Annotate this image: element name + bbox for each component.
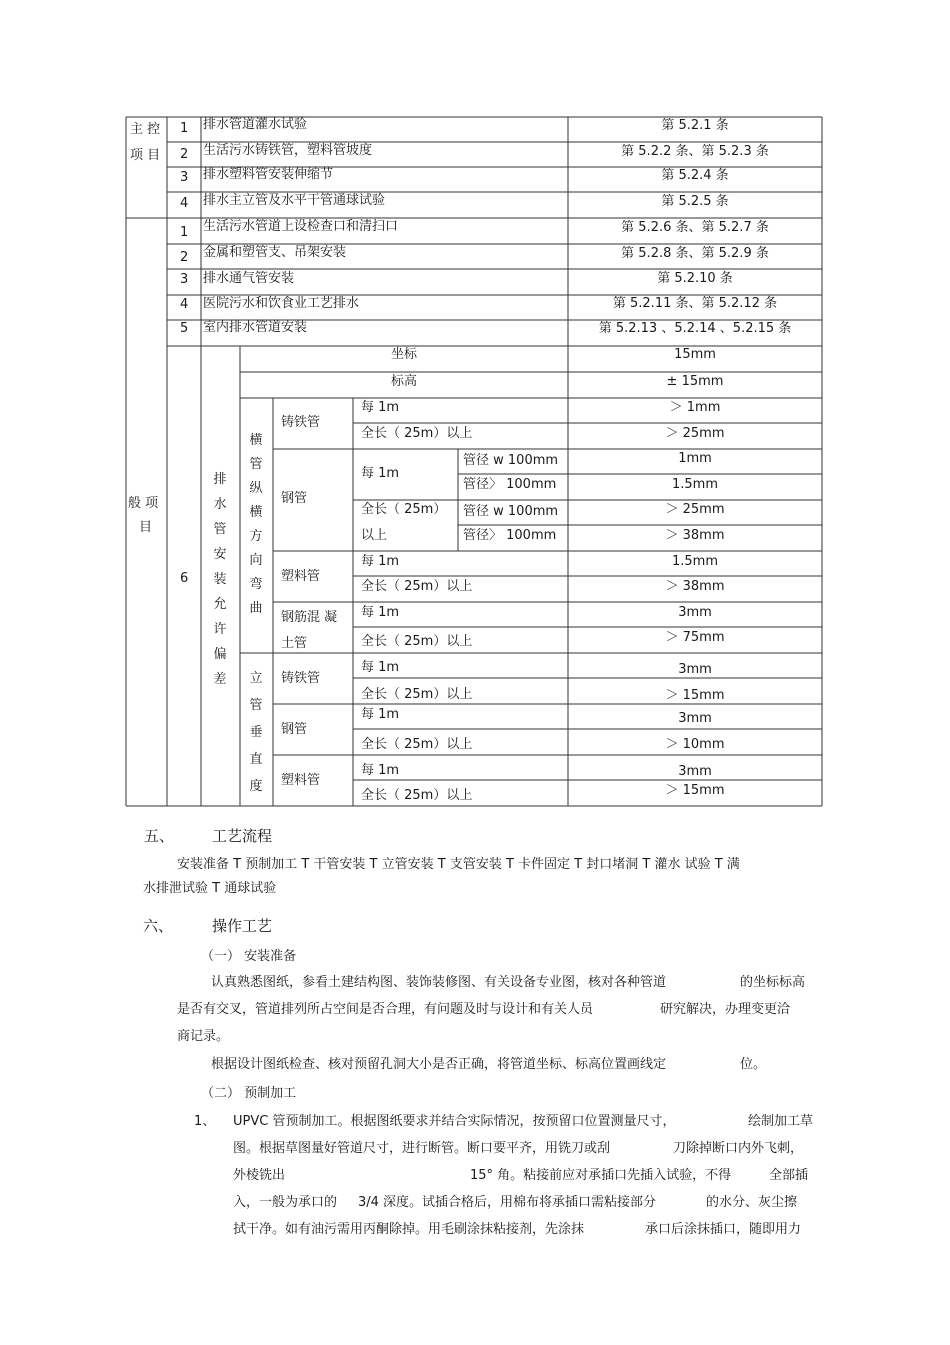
- material-steel: 钢管: [281, 722, 308, 737]
- full-25m: 全长（ 25m）以上: [361, 788, 473, 803]
- row-item: 医院污水和饮食业工艺排水: [203, 296, 360, 311]
- value-cell: ＞ 38mm: [665, 579, 725, 594]
- vertical-char: 垂: [249, 725, 263, 740]
- value-cell: 3mm: [678, 764, 712, 779]
- paragraph-text: 15° 角。粘接前应对承插口先插入试验，不得: [470, 1168, 732, 1183]
- full-25m: 全长（ 25m）以上: [361, 426, 473, 441]
- section6-title: 操作工艺: [212, 917, 273, 935]
- row-item: 生活污水铸铁管，塑料管坡度: [203, 143, 373, 158]
- elev-label: 标高: [390, 374, 417, 389]
- paragraph-text: 认真熟悉图纸，参看土建结构图、装饰装修图、有关设备专业图，核对各种管道: [211, 975, 667, 990]
- per-1m: 每 1m: [361, 763, 400, 778]
- paragraph-text: 外棱铣出: [233, 1168, 286, 1183]
- per-1m: 每 1m: [361, 466, 400, 481]
- vertical-char: 直: [249, 752, 263, 767]
- diameter-gt-100: 管径〉 100mm: [463, 528, 557, 543]
- process-flow-line2: 水排泄试验 T 通球试验: [143, 881, 277, 896]
- general-category-label-1: 般 项: [128, 496, 159, 511]
- row-number: 6: [180, 571, 189, 586]
- full-25m-suffix: 以上: [361, 528, 388, 543]
- subsection-2-title: （二） 预制加工: [201, 1086, 297, 1101]
- paragraph-text: 的水分、灰尘擦: [706, 1195, 798, 1210]
- process-flow-line1: 安装准备 T 预制加工 T 干管安装 T 立管安装 T 支管安装 T 卡件固定 T 封口堵洞 T 灌水 试验 T 满: [177, 857, 740, 872]
- paragraph-text: 图。根据草图量好管道尺寸，进行断管。断口要平齐，用铣刀或刮: [233, 1141, 611, 1156]
- row-item: 排水主立管及水平干管通球试验: [203, 193, 386, 208]
- section6-number: 六、: [143, 917, 174, 935]
- row-item: 排水塑料管安装伸缩节: [203, 167, 334, 182]
- material-cast-iron: 铸铁管: [281, 671, 321, 686]
- per-1m: 每 1m: [361, 660, 400, 675]
- paragraph-text: 研究解决，办理变更洽: [660, 1002, 791, 1017]
- vertical-char: 横: [249, 433, 263, 448]
- row-item: 生活污水管道上设检查口和清扫口: [203, 219, 399, 234]
- full-25m: 全长（ 25m）: [361, 502, 447, 517]
- vertical-char: 差: [213, 672, 227, 687]
- paragraph-text: 是否有交叉，管道排列所占空间是否合理，有问题及时与设计和有关人员: [177, 1002, 594, 1017]
- value-cell: 3mm: [678, 662, 712, 677]
- per-1m: 每 1m: [361, 400, 400, 415]
- value-cell: 1.5mm: [671, 477, 718, 492]
- value-cell: 1.5mm: [671, 554, 718, 569]
- paragraph-text: 全部插: [769, 1168, 809, 1183]
- value-cell: 3mm: [678, 605, 712, 620]
- value-cell: ＞ 38mm: [665, 528, 725, 543]
- vertical-char: 管: [213, 522, 227, 537]
- full-25m: 全长（ 25m）以上: [361, 687, 473, 702]
- vertical-char: 横: [249, 505, 263, 520]
- vertical-char: 立: [249, 671, 263, 686]
- row-number: 1: [180, 225, 189, 240]
- section5-title: 工艺流程: [212, 827, 273, 845]
- value-cell: ＞ 15mm: [665, 688, 725, 703]
- per-1m: 每 1m: [361, 605, 400, 620]
- vertical-char: 排: [213, 472, 227, 487]
- value-cell: ＞ 75mm: [665, 630, 725, 645]
- horizontal-bend-label: [246, 434, 266, 626]
- row-item: 排水通气管安装: [203, 271, 295, 286]
- vertical-char: 偏: [213, 647, 227, 662]
- value-cell: ＞ 10mm: [665, 737, 725, 752]
- subsection-1-title: （一） 安装准备: [201, 949, 297, 964]
- row-ref: 第 5.2.5 条: [661, 194, 729, 209]
- diameter-gt-100: 管径〉 100mm: [463, 477, 557, 492]
- vertical-char: 方: [249, 529, 263, 544]
- row-number: 2: [180, 147, 189, 162]
- paragraph-text: UPVC 管预制加工。根据图纸要求并结合实际情况，按预留口位置测量尺寸，: [233, 1114, 676, 1129]
- paragraph-text: 拭干净。如有油污需用丙酮除掉。用毛刷涂抹粘接剂，先涂抹: [233, 1222, 585, 1237]
- value-cell: ＞ 1mm: [669, 400, 721, 415]
- material-plastic: 塑料管: [281, 773, 321, 788]
- material-steel: 钢管: [281, 491, 308, 506]
- value-cell: ＞ 25mm: [665, 502, 725, 517]
- row-ref: 第 5.2.6 条、第 5.2.7 条: [621, 220, 769, 235]
- row-ref: 第 5.2.10 条: [657, 271, 733, 286]
- full-25m: 全长（ 25m）以上: [361, 579, 473, 594]
- row6-vertical-label: [210, 473, 230, 698]
- row-ref: 第 5.2.1 条: [661, 118, 729, 133]
- row-number: 5: [180, 321, 189, 336]
- row-number: 3: [180, 170, 189, 185]
- diameter-le-100: 管径 w 100mm: [463, 453, 559, 468]
- vertical-char: 度: [249, 779, 263, 794]
- value-cell: 1mm: [678, 451, 712, 466]
- row-ref: 第 5.2.11 条、第 5.2.12 条: [612, 296, 778, 311]
- material-cast-iron: 铸铁管: [281, 415, 321, 430]
- material-rc-2: 土管: [281, 636, 308, 651]
- row-ref: 第 5.2.4 条: [661, 168, 729, 183]
- row-ref: 第 5.2.13 、5.2.14 、5.2.15 条: [598, 321, 792, 336]
- material-rc-1: 钢筋混 凝: [281, 610, 338, 625]
- row-number: 2: [180, 250, 189, 265]
- value-cell: 3mm: [678, 711, 712, 726]
- row-item: 室内排水管道安装: [203, 320, 308, 335]
- vertical-char: 弯: [249, 577, 263, 592]
- coord-label: 坐标: [390, 347, 417, 362]
- vertical-char: 许: [213, 622, 227, 637]
- general-category-label-2: 目: [139, 520, 153, 535]
- full-25m: 全长（ 25m）以上: [361, 737, 473, 752]
- full-25m: 全长（ 25m）以上: [361, 634, 473, 649]
- vertical-char: 安: [213, 547, 227, 562]
- diameter-le-100: 管径 w 100mm: [463, 504, 559, 519]
- row-item: 金属和塑管支、吊架安装: [203, 245, 347, 260]
- row-item: 排水管道灌水试验: [203, 117, 308, 132]
- row-number: 3: [180, 272, 189, 287]
- value-cell: ＞ 25mm: [665, 426, 725, 441]
- paragraph-text: 位。: [740, 1057, 767, 1072]
- vertical-char: 向: [249, 553, 263, 568]
- material-plastic: 塑料管: [281, 569, 321, 584]
- section5-number: 五、: [144, 827, 175, 845]
- list-item-number: 1、: [194, 1114, 216, 1129]
- row-ref: 第 5.2.2 条、第 5.2.3 条: [621, 144, 769, 159]
- vertical-char: 纵: [249, 481, 263, 496]
- elev-value: ± 15mm: [666, 374, 724, 389]
- vertical-plumb-label: [246, 672, 266, 807]
- vertical-char: 装: [213, 572, 227, 587]
- vertical-char: 管: [249, 457, 263, 472]
- paragraph-text: 绘制加工草: [748, 1114, 814, 1129]
- paragraph-text: 入，一般为承口的: [233, 1195, 338, 1210]
- paragraph-text: 3/4 深度。试插合格后，用棉布将承插口需粘接部分: [358, 1195, 657, 1210]
- row-ref: 第 5.2.8 条、第 5.2.9 条: [621, 246, 769, 261]
- paragraph-text: 刀除掉断口内外飞刺，: [673, 1141, 804, 1156]
- main-category-label-1: 主 控: [130, 122, 161, 137]
- paragraph-text: 的坐标标高: [740, 975, 806, 990]
- paragraph-text: 承口后涂抹插口，随即用力: [645, 1222, 802, 1237]
- vertical-char: 管: [249, 698, 263, 713]
- paragraph-text: 商记录。: [177, 1029, 230, 1044]
- paragraph-text: 根据设计图纸检查、核对预留孔洞大小是否正确，将管道坐标、标高位置画线定: [211, 1057, 667, 1072]
- coord-value: 15mm: [674, 347, 716, 362]
- row-number: 1: [180, 121, 189, 136]
- vertical-char: 水: [213, 497, 227, 512]
- value-cell: ＞ 15mm: [665, 783, 725, 798]
- main-category-label-2: 项 目: [130, 148, 161, 163]
- row-number: 4: [180, 196, 189, 211]
- vertical-char: 允: [213, 597, 227, 612]
- per-1m: 每 1m: [361, 554, 400, 569]
- row-number: 4: [180, 297, 189, 312]
- vertical-char: 曲: [249, 601, 263, 616]
- per-1m: 每 1m: [361, 707, 400, 722]
